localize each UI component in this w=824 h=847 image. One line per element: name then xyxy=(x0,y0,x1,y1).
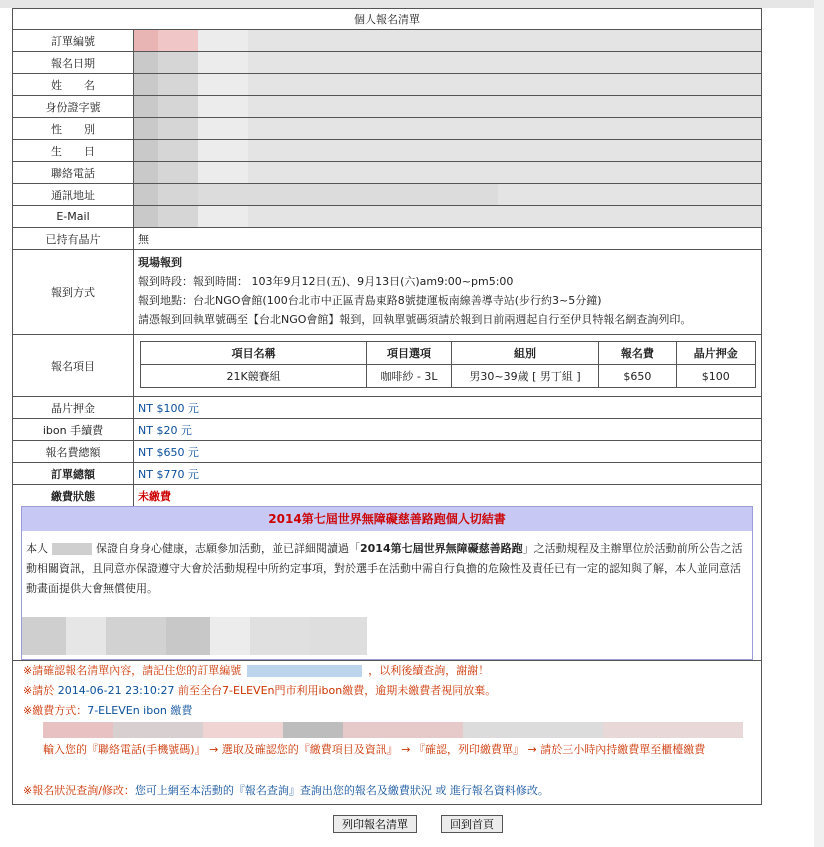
items-cell: $650 xyxy=(599,365,676,388)
row-chip-deposit xyxy=(13,396,761,418)
redacted-id-no xyxy=(134,96,761,117)
items-header: 報名費 xyxy=(599,342,676,365)
label-has-chip: 已持有晶片 xyxy=(13,228,134,249)
label-address: 通訊地址 xyxy=(13,184,134,205)
note-4: 輸入您的『聯絡電話(手機號碼)』 → 選取及確認您的『繳費項目及資訊』 → 『確認，列印繳費單』 → 請於三小時內持繳費單至櫃檯繳費 xyxy=(43,743,706,756)
items-header-row xyxy=(141,342,756,365)
row-address xyxy=(13,183,761,205)
print-list-button[interactable]: 列印報名清單 xyxy=(333,815,417,833)
value-chip-deposit: NT $100 元 xyxy=(138,401,199,415)
row-id-no xyxy=(13,95,761,117)
status-badge: 未繳費 xyxy=(138,489,171,503)
label-phone: 聯絡電話 xyxy=(13,162,134,183)
note-1-b: ，以利後續查詢，謝謝！ xyxy=(368,664,490,677)
registration-panel xyxy=(12,8,762,805)
items-cell: 咖啡紗 - 3L xyxy=(367,365,452,388)
page-title: 個人報名清單 xyxy=(354,13,420,26)
note-5-b: 您可上網至本活動的『報名查詢』查詢出您的報名及繳費狀況 或 進行報名資料修改。 xyxy=(134,784,549,797)
waiver-prefix: 本人 xyxy=(26,542,48,555)
redacted-order-no-note xyxy=(247,665,362,677)
row-email xyxy=(13,205,761,227)
note-query xyxy=(23,783,549,799)
redacted-birthday xyxy=(134,140,761,161)
redacted-address xyxy=(134,184,761,205)
redacted-phone xyxy=(134,162,761,183)
row-pay-status xyxy=(13,484,761,506)
note-1-a: ※請確認報名清單內容，請記住您的訂單編號 xyxy=(23,664,242,677)
note-3-a: ※繳費方式： xyxy=(23,704,88,717)
value-reg-total: NT $650 元 xyxy=(138,445,199,459)
items-cell: $100 xyxy=(676,365,755,388)
scrollbar[interactable] xyxy=(814,0,824,847)
label-chip-deposit: 晶片押金 xyxy=(13,397,134,418)
note-3-b: 7-ELEVEn ibon 繳費 xyxy=(87,704,193,717)
waiver-event-name: 2014第七屆世界無障礙慈善路跑 xyxy=(360,542,523,555)
redacted-signer-name xyxy=(52,543,92,555)
items-header: 組別 xyxy=(451,342,598,365)
row-order-total xyxy=(13,462,761,484)
note-deadline xyxy=(23,683,496,699)
checkin-title: 現場報到 xyxy=(138,256,182,269)
row-gender xyxy=(13,117,761,139)
checkin-note: 請憑報到回執單號碼至【台北NGO會館】報到，回執單號碼須請於報到日前兩週起自行至伊貝特報名網查詢列印。 xyxy=(138,313,692,326)
checkin-place: 報到地點：台北NGO會館(100台北市中正區青島東路8號捷運板南線善導寺站(步行約3~5分鐘) xyxy=(138,294,602,307)
label-id-no: 身份證字號 xyxy=(13,96,134,117)
label-order-total: 訂單總額 xyxy=(13,463,134,484)
items-cell: 21K競賽組 xyxy=(141,365,367,388)
row-has-chip xyxy=(13,227,761,249)
value-order-total: NT $770 元 xyxy=(138,467,199,481)
checkin-details xyxy=(138,253,757,329)
items-header: 項目選項 xyxy=(367,342,452,365)
redacted-pay-steps xyxy=(43,722,753,738)
label-items: 報名項目 xyxy=(13,335,134,396)
value-has-chip: 無 xyxy=(138,232,149,246)
row-name xyxy=(13,73,761,95)
note-pay-method xyxy=(23,703,192,719)
items-header: 項目名稱 xyxy=(141,342,367,365)
label-ibon-fee: ibon 手續費 xyxy=(13,419,134,440)
row-birthday xyxy=(13,139,761,161)
back-home-button[interactable]: 回到首頁 xyxy=(441,815,503,833)
note-2-a: ※請於 xyxy=(23,684,55,697)
label-name: 姓 名 xyxy=(13,74,134,95)
notes-divider xyxy=(13,660,761,661)
row-reg-total xyxy=(13,440,761,462)
value-ibon-fee: NT $20 元 xyxy=(138,423,192,437)
waiver-title: 2014第七屆世界無障礙慈善路跑個人切結書 xyxy=(22,507,752,531)
table-row xyxy=(141,365,756,388)
waiver-box xyxy=(21,506,753,660)
note-2-date: 2014-06-21 23:10:27 xyxy=(57,684,175,697)
label-reg-total: 報名費總額 xyxy=(13,441,134,462)
items-header: 晶片押金 xyxy=(676,342,755,365)
label-checkin: 報到方式 xyxy=(13,250,134,334)
checkin-time: 報到時段：報到時間： 103年9月12日(五)、9月13日(六)am9:00~pm5:00 xyxy=(138,275,514,288)
note-5-a: ※報名狀況查詢/修改： xyxy=(23,784,135,797)
items-table xyxy=(140,341,756,388)
redacted-email xyxy=(134,206,761,227)
label-reg-date: 報名日期 xyxy=(13,52,134,73)
note-2-b: 前至全台7-ELEVEn門市利用ibon繳費，逾期未繳費者視同放棄。 xyxy=(178,684,497,697)
redacted-reg-date xyxy=(134,52,761,73)
row-ibon-fee xyxy=(13,418,761,440)
row-phone xyxy=(13,161,761,183)
row-order-no xyxy=(13,29,761,51)
note-pay-steps xyxy=(43,742,755,758)
redacted-gender xyxy=(134,118,761,139)
label-email: E-Mail xyxy=(13,206,134,227)
label-pay-status: 繳費狀態 xyxy=(13,485,134,506)
row-items xyxy=(13,334,761,396)
label-birthday: 生 日 xyxy=(13,140,134,161)
label-order-no: 訂單編號 xyxy=(13,30,134,51)
redacted-order-no xyxy=(134,30,761,51)
waiver-text-2: 」之活動規程及主辦單位於活動前所公告之活動相關資訊，且同意亦保證遵守大會於活動規程中所約定事項，對於選手在活動中需自行負擔的危險性及責任已有一定的認知與了解，本人並同意活動畫面提供大會無償使用。 xyxy=(26,542,743,595)
redacted-signature xyxy=(22,617,367,655)
top-bar xyxy=(0,0,824,8)
redacted-name xyxy=(134,74,761,95)
row-checkin xyxy=(13,249,761,334)
note-order-no xyxy=(23,663,489,679)
waiver-body xyxy=(22,531,752,599)
items-cell: 男30~39歲 [ 男丁組 ] xyxy=(451,365,598,388)
row-reg-date xyxy=(13,51,761,73)
waiver-text-1: 保證自身身心健康，志願參加活動，並已詳細閱讀過「 xyxy=(96,542,360,555)
label-gender: 性 別 xyxy=(13,118,134,139)
